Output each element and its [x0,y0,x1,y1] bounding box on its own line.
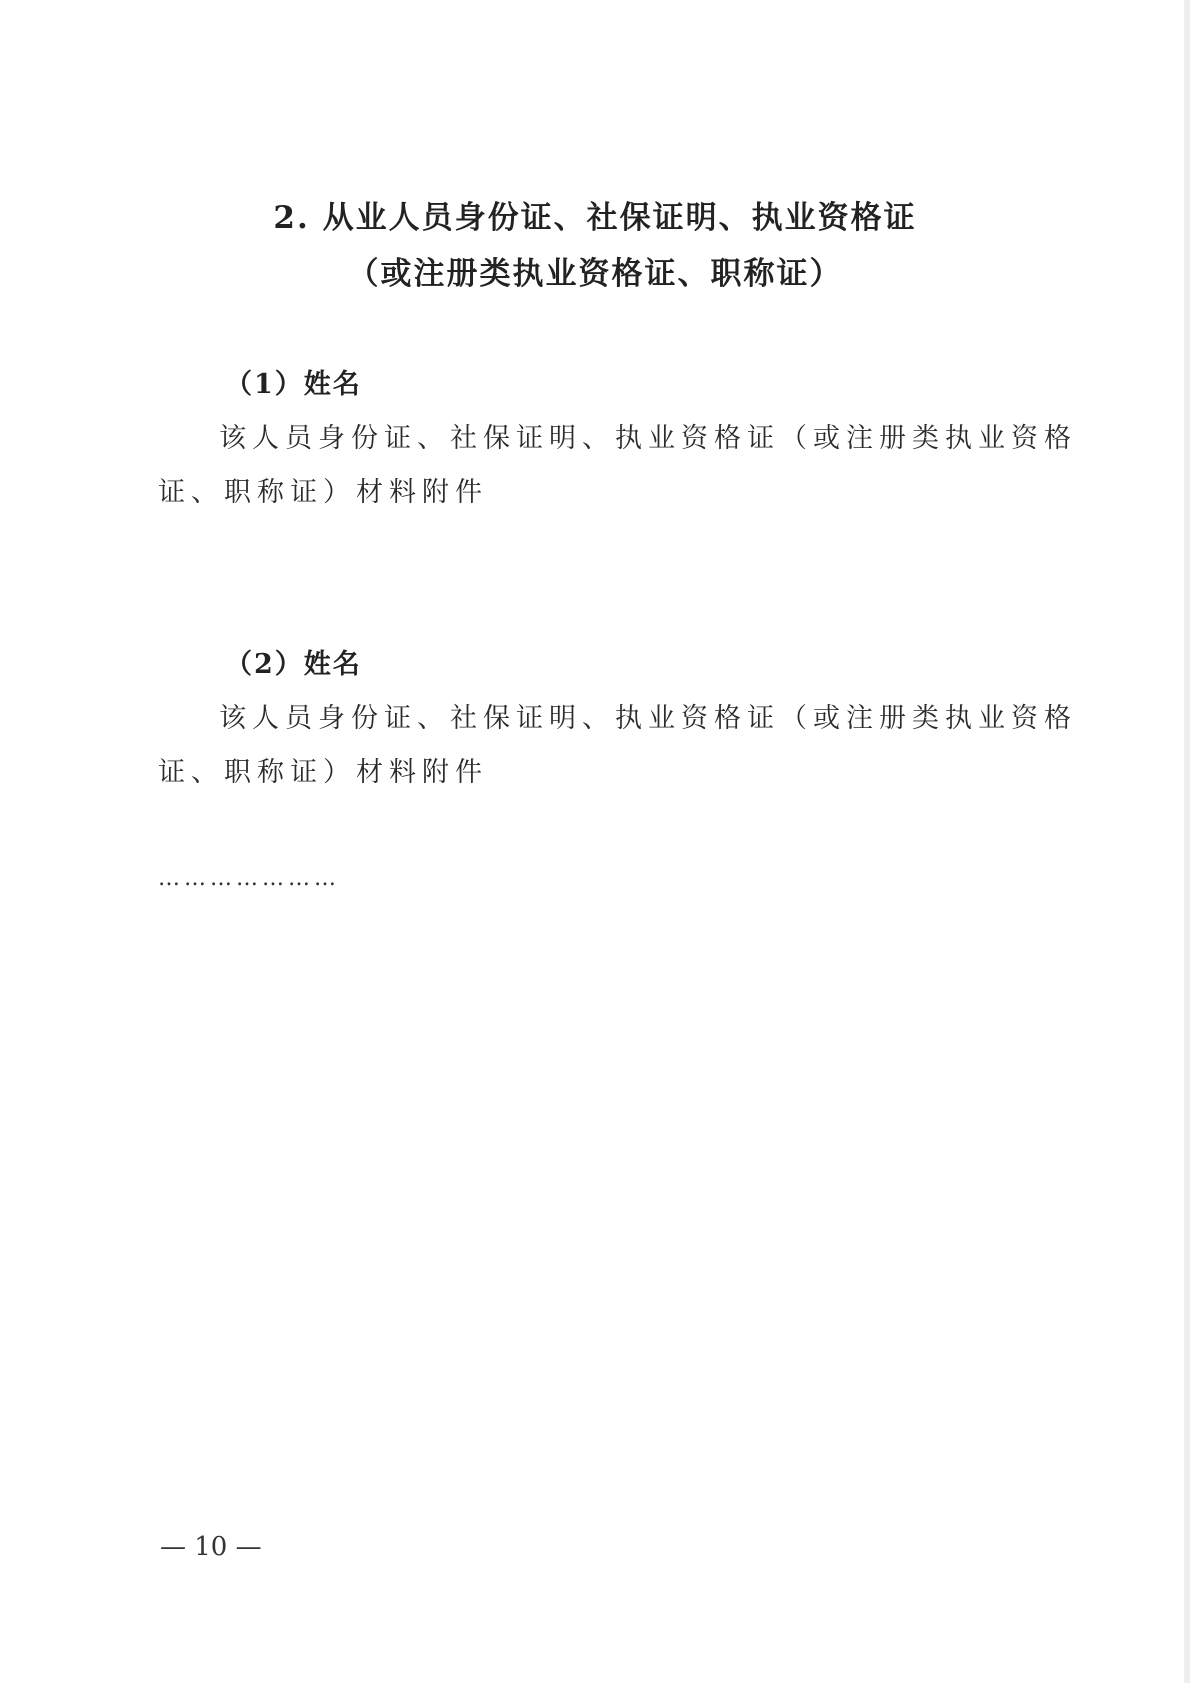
document-title-line-1: 2. 从业人员身份证、社保证明、执业资格证 [273,200,917,236]
page-number: — 10 — [160,1532,262,1562]
section-1-text-line-2: 证、职称证）材料附件 [158,477,488,508]
section-2-text-line-1: 该人员身份证、社保证明、执业资格证（或注册类执业资格 [219,703,1077,734]
section-2-heading: （2）姓名 [225,649,362,680]
section-2-text-line-2: 证、职称证）材料附件 [158,757,488,788]
document-title-line-2: （或注册类执业资格证、职称证） [347,256,843,292]
continuation-ellipsis: ………………… [158,866,340,891]
section-1-heading: （1）姓名 [225,369,362,400]
section-1-text-line-1: 该人员身份证、社保证明、执业资格证（或注册类执业资格 [219,423,1077,454]
